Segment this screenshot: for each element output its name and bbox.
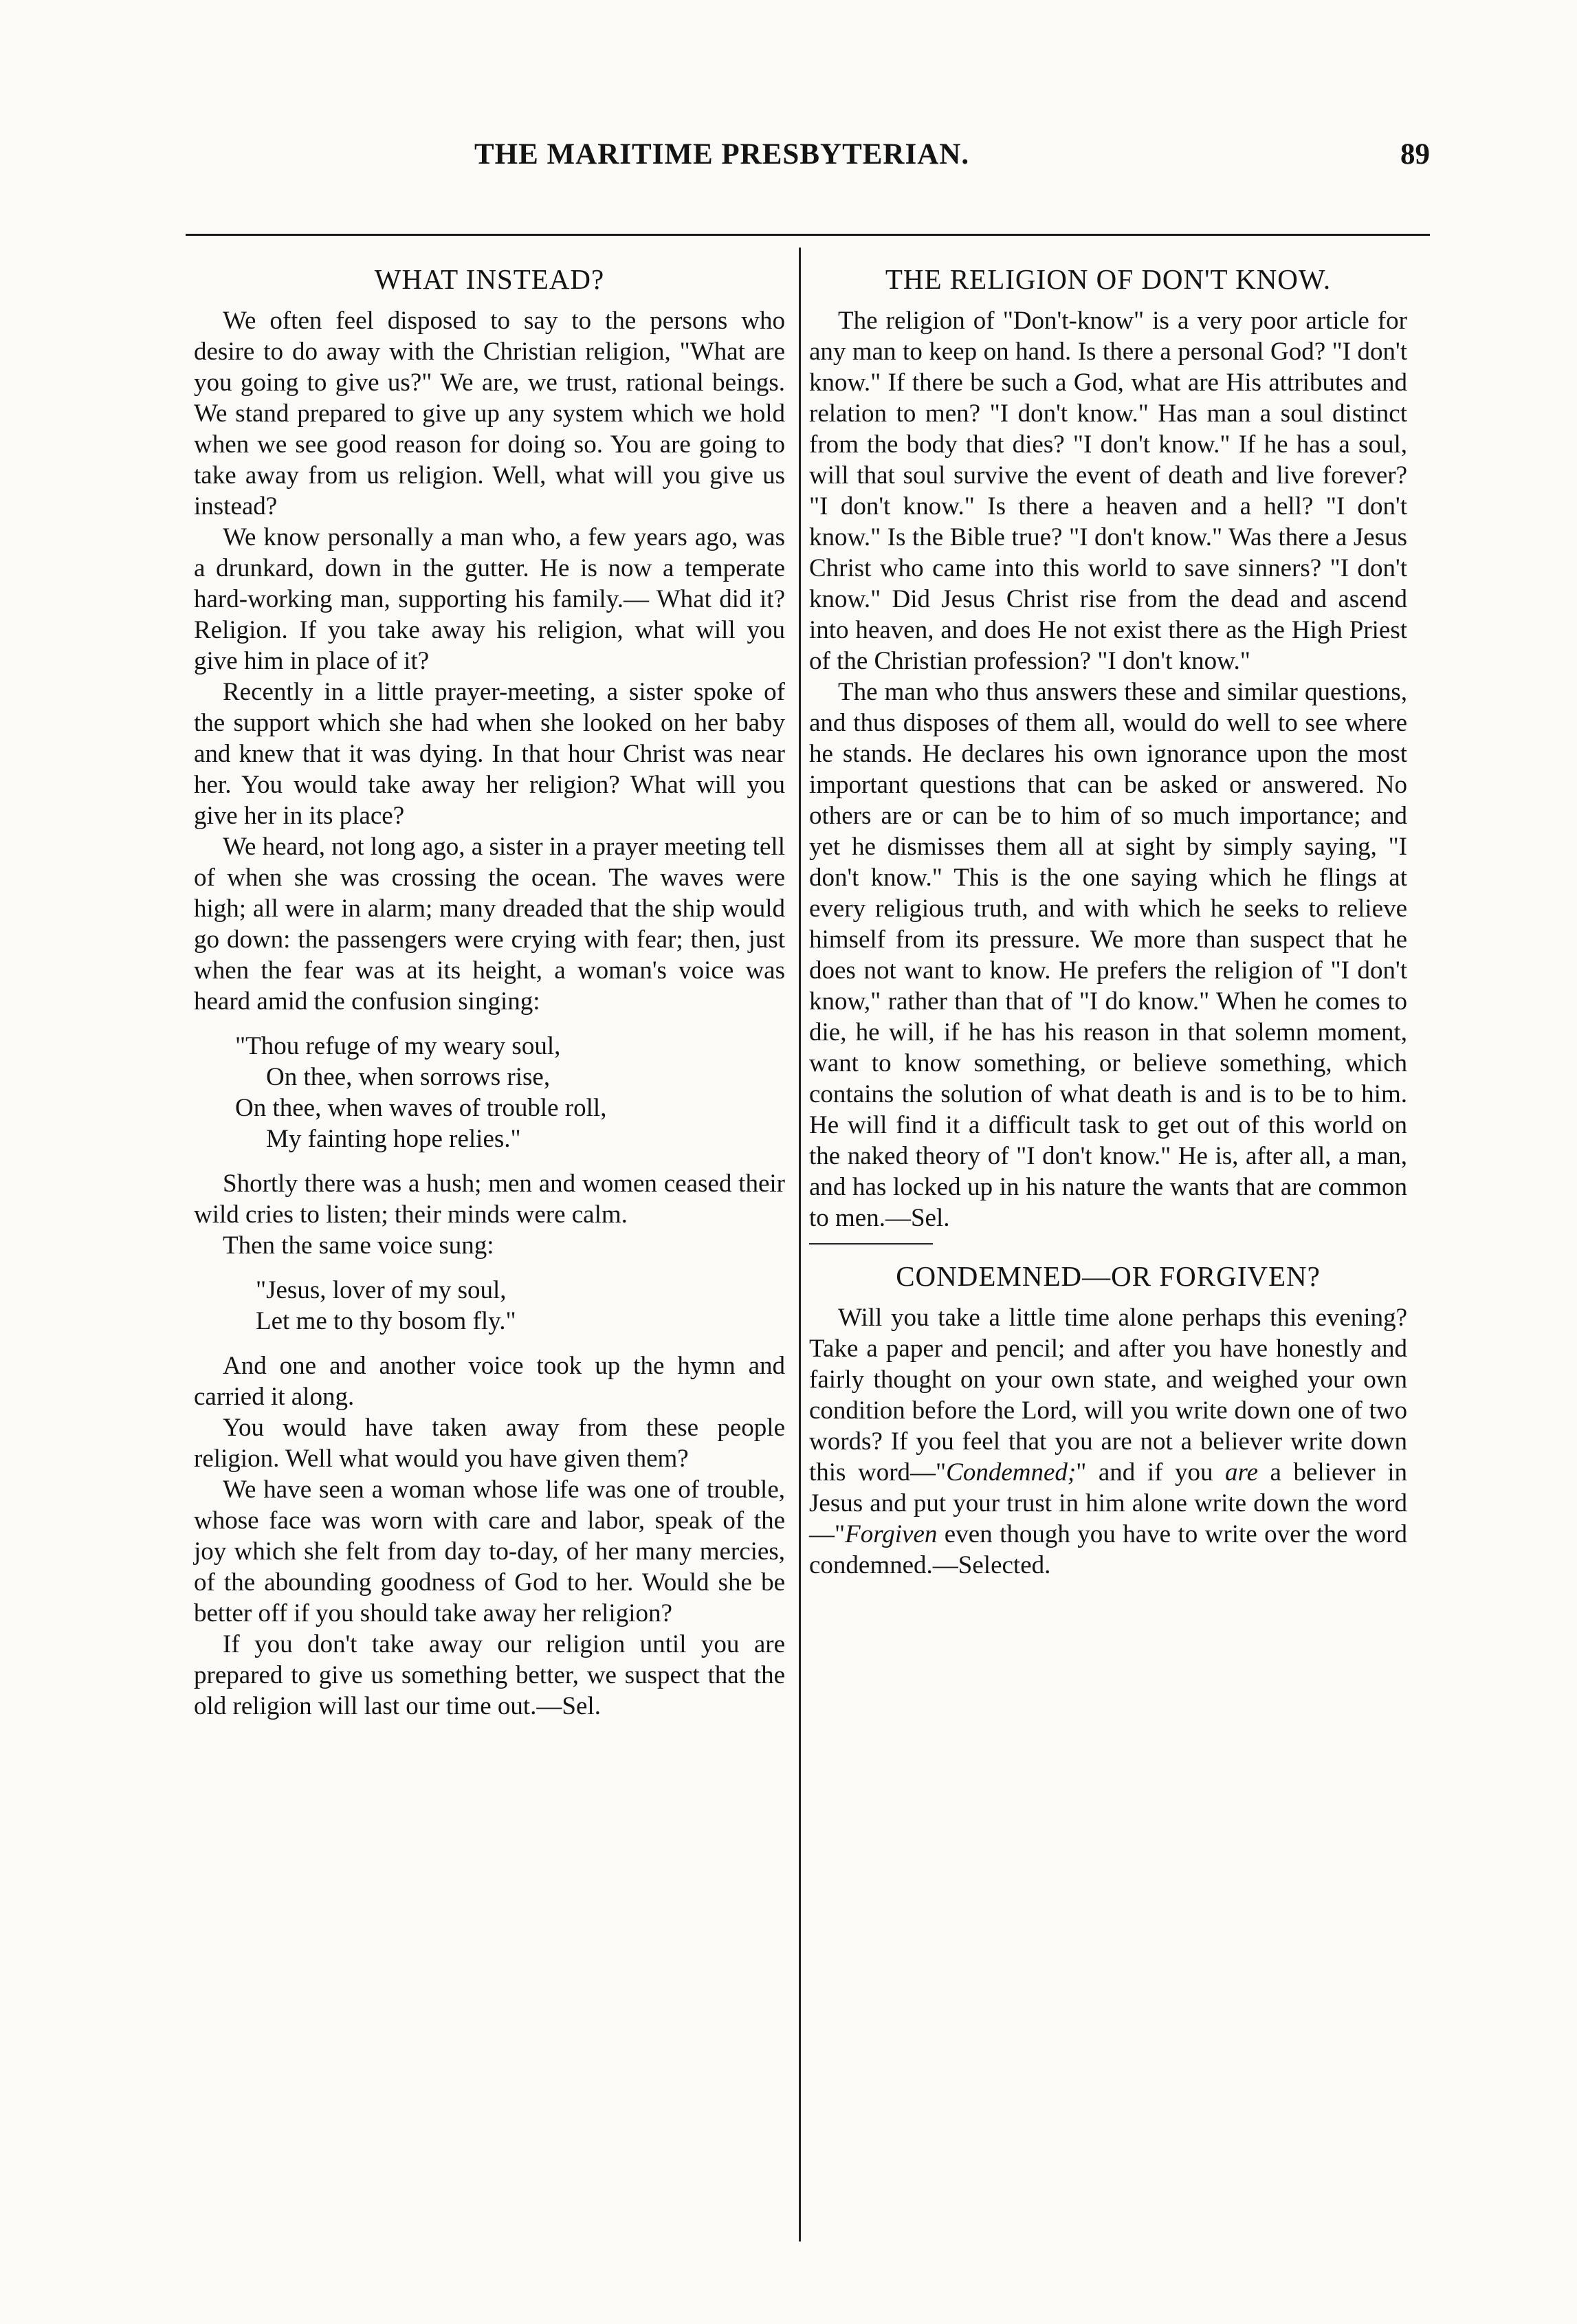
header-rule xyxy=(186,234,1430,236)
article-title-condemned-or-forgiven: CONDEMNED—OR FORGIVEN? xyxy=(896,1260,1321,1292)
paragraph: We know personally a man who, a few years ago, was a drunkard, down in the gutter. He is now a temperate hard-working man, supporting his family.— What did it? Religion. If you take away his religion, what will you give him in place of it? xyxy=(194,523,785,675)
poem-line: Let me to thy bosom fly." xyxy=(256,1307,516,1335)
article-title-religion-of-dont-know: THE RELIGION OF DON'T KNOW. xyxy=(885,263,1332,295)
page-number: 89 xyxy=(1400,138,1430,171)
emphasis: Condemned; xyxy=(946,1458,1077,1487)
right-column xyxy=(809,254,1407,1581)
poem-line: "Jesus, lover of my soul, xyxy=(256,1276,507,1304)
paragraph: We often feel disposed to say to the persons who desire to do away with the Christian religion, "What are you going to give us?" We are, we trust, rational beings. We stand prepared to give up any system which we hold when we see good reason for doing so. You are going to take away from us religion. Well, what will you give us instead? xyxy=(194,307,785,520)
paragraph: Then the same voice sung: xyxy=(223,1231,494,1260)
article-title-what-instead: WHAT INSTEAD? xyxy=(374,263,605,295)
paragraph: We heard, not long ago, a sister in a prayer meeting tell of when she was crossing the ocean. The waves were high; all were in alarm; many dreaded that the ship would go down: the passengers were crying with fear; then, just when the fear was at its height, a woman's voice was heard amid the confusion singing: xyxy=(194,833,785,1016)
text-run: " and if you xyxy=(1076,1458,1226,1487)
section-divider xyxy=(809,1243,933,1245)
emphasis: are xyxy=(1225,1458,1258,1487)
paragraph: Shortly there was a hush; men and women ceased their wild cries to listen; their minds were calm. xyxy=(194,1170,785,1229)
left-column xyxy=(194,254,785,1722)
hymn-verse-2 xyxy=(256,1275,785,1337)
text-run: a believer in Jesus and put your trust in him alone write down the word—" xyxy=(809,1458,1407,1548)
emphasis: Forgiven xyxy=(845,1520,938,1548)
paragraph xyxy=(809,1302,1407,1581)
paragraph: You would have taken away from these people religion. Well what would you have given them? xyxy=(194,1414,785,1473)
paragraph: We have seen a woman whose life was one of trouble, whose face was worn with care and labor, speak of the joy which she felt from day to-day, of her many mercies, of the abounding goodness of God to her. Would she be better off if you should take away her religion? xyxy=(194,1476,785,1627)
paragraph: The man who thus answers these and similar questions, and thus disposes of them all, would do well to see where he stands. He declares his own ignorance upon the most important questions that can be asked or answered. No others are or can be to him of so much importance; and yet he dismisses them all at sight by simply saying, "I don't know." This is the one saying which he flings at every religious truth, and with which he seeks to relieve himself from its pressure. We more than suspect that he does not want to know. He prefers the religion of "I don't know," rather than that of "I do know." When he comes to die, he will, if he has his reason in that solemn moment, want to know something, or believe something, which contains the solution of what death is and is to be to him. He will find it a difficult task to get out of this world on the naked theory of "I don't know." He is, after all, a man, and has locked up in his nature the wants that are common to men.—Sel. xyxy=(809,678,1407,1232)
hymn-verse-1 xyxy=(235,1031,785,1154)
paragraph: The religion of "Don't-know" is a very poor article for any man to keep on hand. Is there a personal God? "I don't know." If there be such a God, what are His attributes and relation to men? "I don't know." Has man a soul distinct from the body that dies? "I don't know." If he has a soul, will that soul survive the event of death and live forever? "I don't know." Is there a heaven and a hell? "I don't know." Is the Bible true? "I don't know." Was there a Jesus Christ who came into this world to save sinners? "I don't know." Did Jesus Christ rise from the dead and ascend into heaven, and does He not exist there as the High Priest of the Christian profession? "I don't know." xyxy=(809,307,1407,675)
poem-line: My fainting hope relies." xyxy=(266,1125,521,1153)
paragraph: Recently in a little prayer-meeting, a sister spoke of the support which she had when she looked on her baby and knew that it was dying. In that hour Christ was near her. You would take away her religion? What will you give her in its place? xyxy=(194,678,785,830)
page-header xyxy=(186,138,1430,206)
paragraph: And one and another voice took up the hymn and carried it along. xyxy=(194,1352,785,1411)
paragraph: If you don't take away our religion until you are prepared to give us something better, we suspect that the old religion will last our time out.—Sel. xyxy=(194,1630,785,1720)
text-run: even though you have to write over the word condemned.—Selected. xyxy=(809,1520,1407,1579)
running-title: THE MARITIME PRESBYTERIAN. xyxy=(474,138,970,171)
poem-line: On thee, when waves of trouble roll, xyxy=(235,1094,607,1122)
poem-line: On thee, when sorrows rise, xyxy=(266,1063,551,1091)
column-divider xyxy=(799,248,801,2241)
poem-line: "Thou refuge of my weary soul, xyxy=(235,1032,561,1060)
text-run: Will you take a little time alone perhaps this evening? Take a paper and pencil; and after you have honestly and fairly thought on your own state, and weighed your own condition before the Lord, will you write down one of two words? If you feel that you are not a believer write down this word—" xyxy=(809,1304,1407,1487)
